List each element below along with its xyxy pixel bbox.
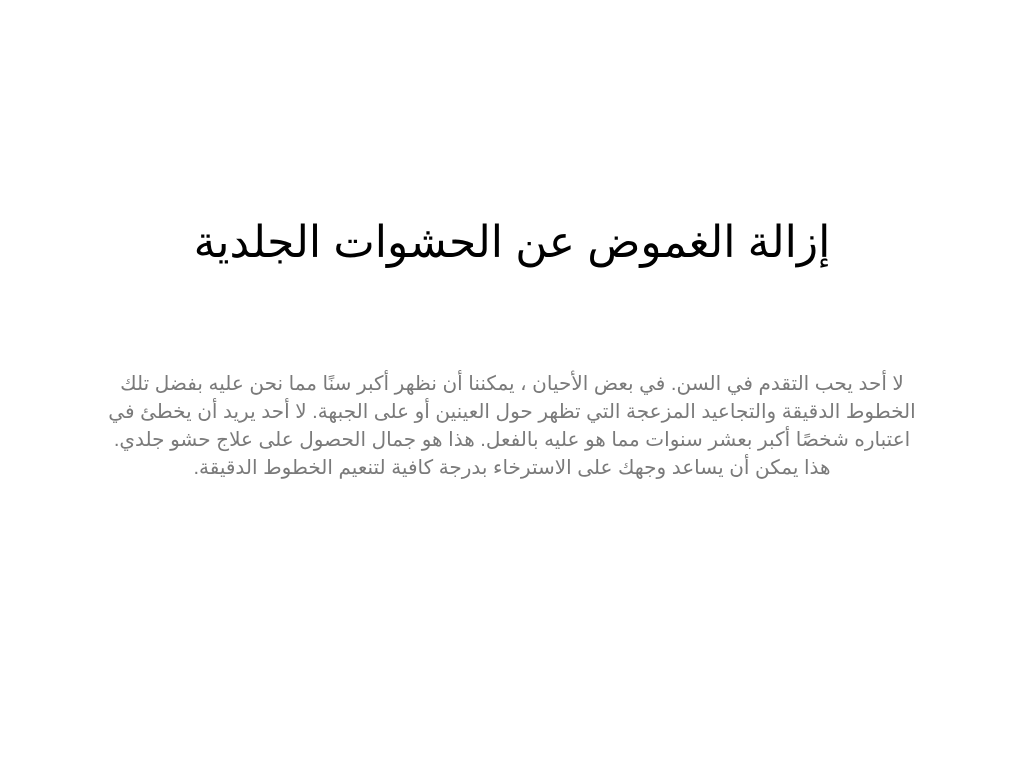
slide-title: إزالة الغموض عن الحشوات الجلدية xyxy=(193,218,831,267)
slide-body-text: لا أحد يحب التقدم في السن. في بعض الأحيان ، يمكننا أن نظهر أكبر سنًا مما نحن عليه بفضل تلك الخطوط الدقيقة والتجاعيد المزعجة التي تظهر حول العينين أو على الجبهة. لا أحد يريد أن يخطئ في اعتباره شخصًا أكبر بعشر سنوات مما هو عليه بالفعل. هذا هو جمال الحصول على علاج حشو جلدي. هذا يمكن أن يساعد وجهك على الاسترخاء بدرجة كافية لتنعيم الخطوط الدقيقة. xyxy=(108,373,916,479)
